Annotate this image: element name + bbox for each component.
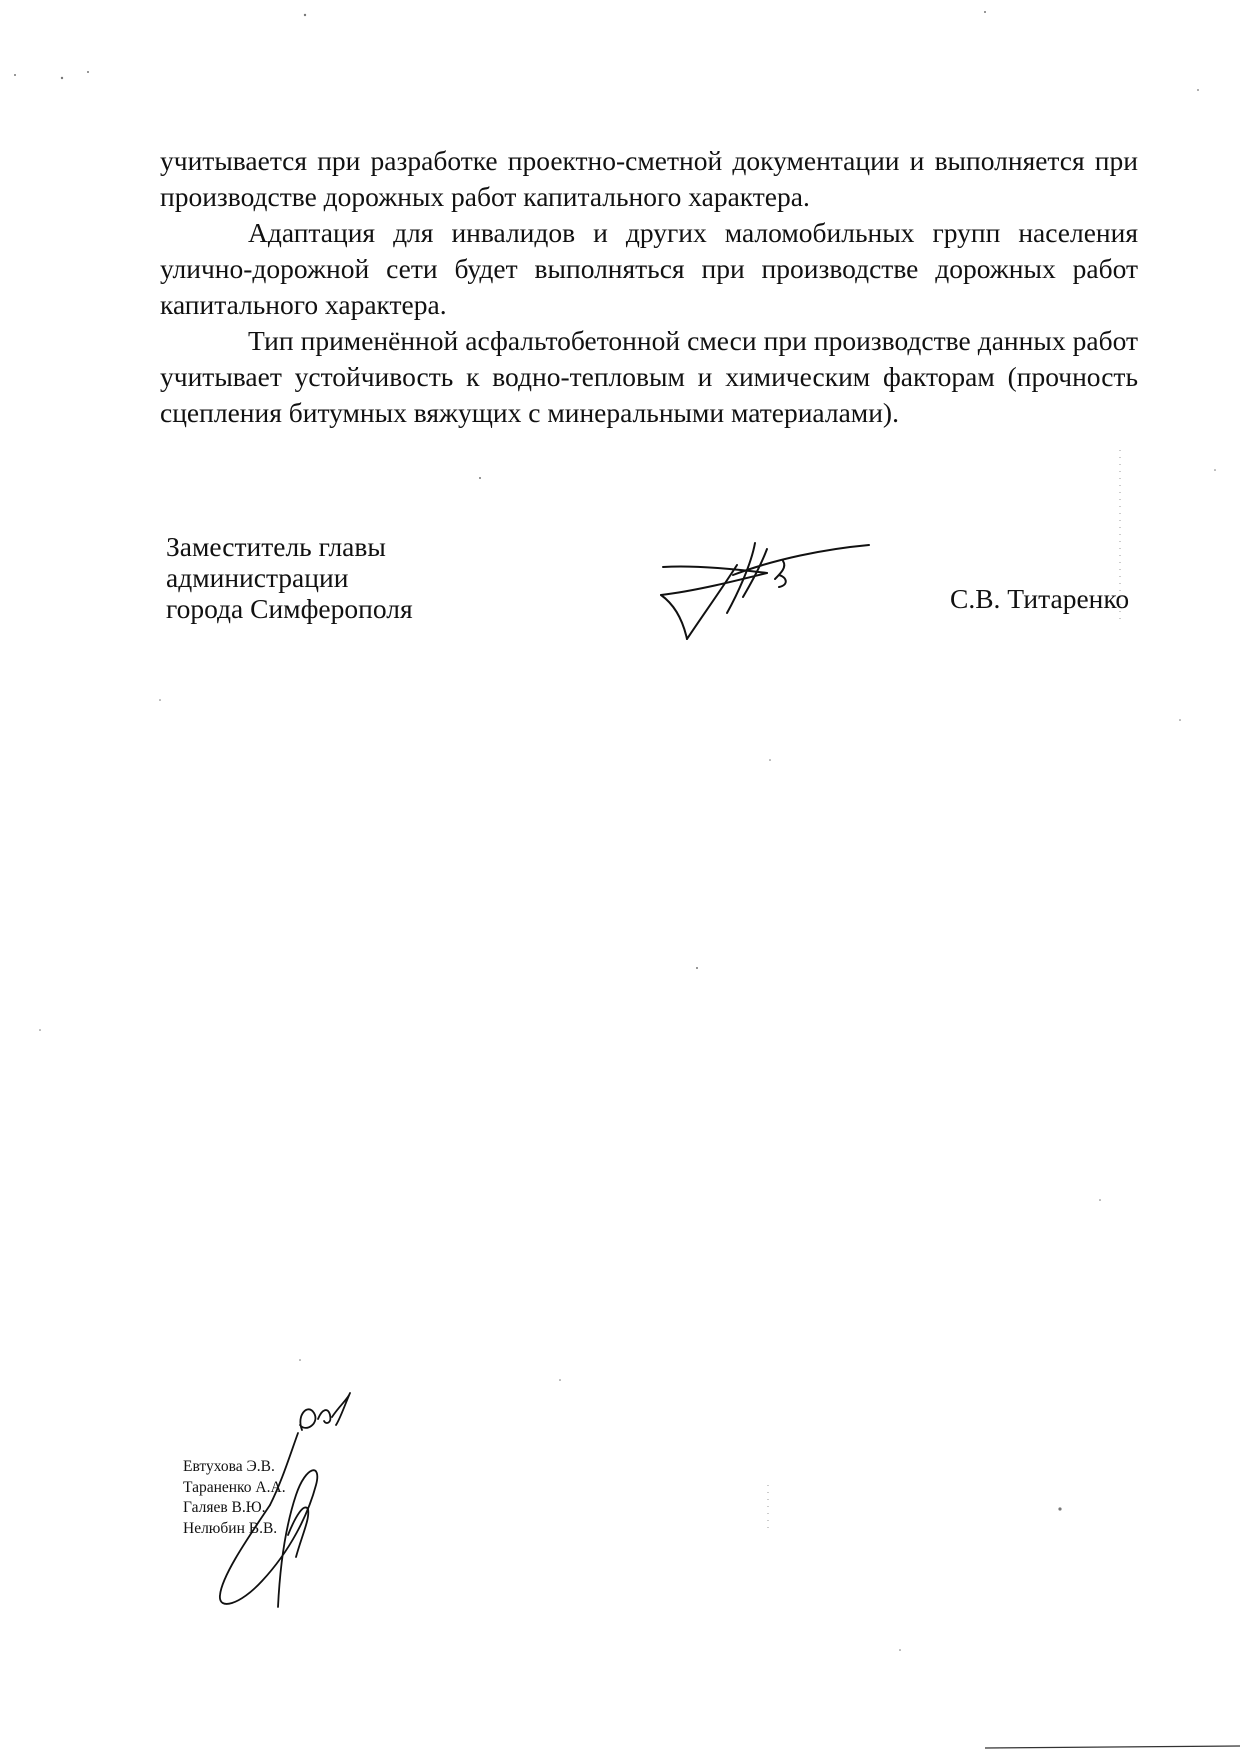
executor-4: Нелюбин В.В. bbox=[183, 1519, 278, 1537]
letter-body bbox=[160, 143, 1138, 431]
signatory-title bbox=[166, 531, 413, 624]
executor-1: Евтухова Э.В. bbox=[183, 1458, 275, 1475]
signatory-title-line-2: администрации bbox=[166, 562, 349, 593]
executor-2: Тараненко А.А. bbox=[183, 1478, 286, 1496]
signatory-title-line-1: Заместитель главы bbox=[166, 531, 386, 562]
paragraph-continuation: учитывается при разработке проектно-сметной документации и выполняется при производстве дорожных работ капитального характера. bbox=[160, 145, 1138, 212]
executor-3: Галяев В.Ю. bbox=[183, 1499, 266, 1516]
paragraph-asphalt-mix: Тип применённой асфальтобетонной смеси при производстве данных работ учитывает устойчивость к водно-тепловым и химическим факторам (прочность сцепления битумных вяжущих с минеральными материалами). bbox=[160, 325, 1138, 428]
signatory-signature bbox=[655, 535, 875, 647]
paragraph-accessibility: Адаптация для инвалидов и других маломобильных групп населения улично-дорожной сети будет выполняться при производстве дорожных работ капитального характера. bbox=[160, 217, 1138, 320]
executors-list bbox=[183, 1457, 286, 1539]
signatory-name: С.В. Титаренко bbox=[950, 583, 1130, 614]
signatory-title-line-3: города Симферополя bbox=[166, 593, 413, 624]
